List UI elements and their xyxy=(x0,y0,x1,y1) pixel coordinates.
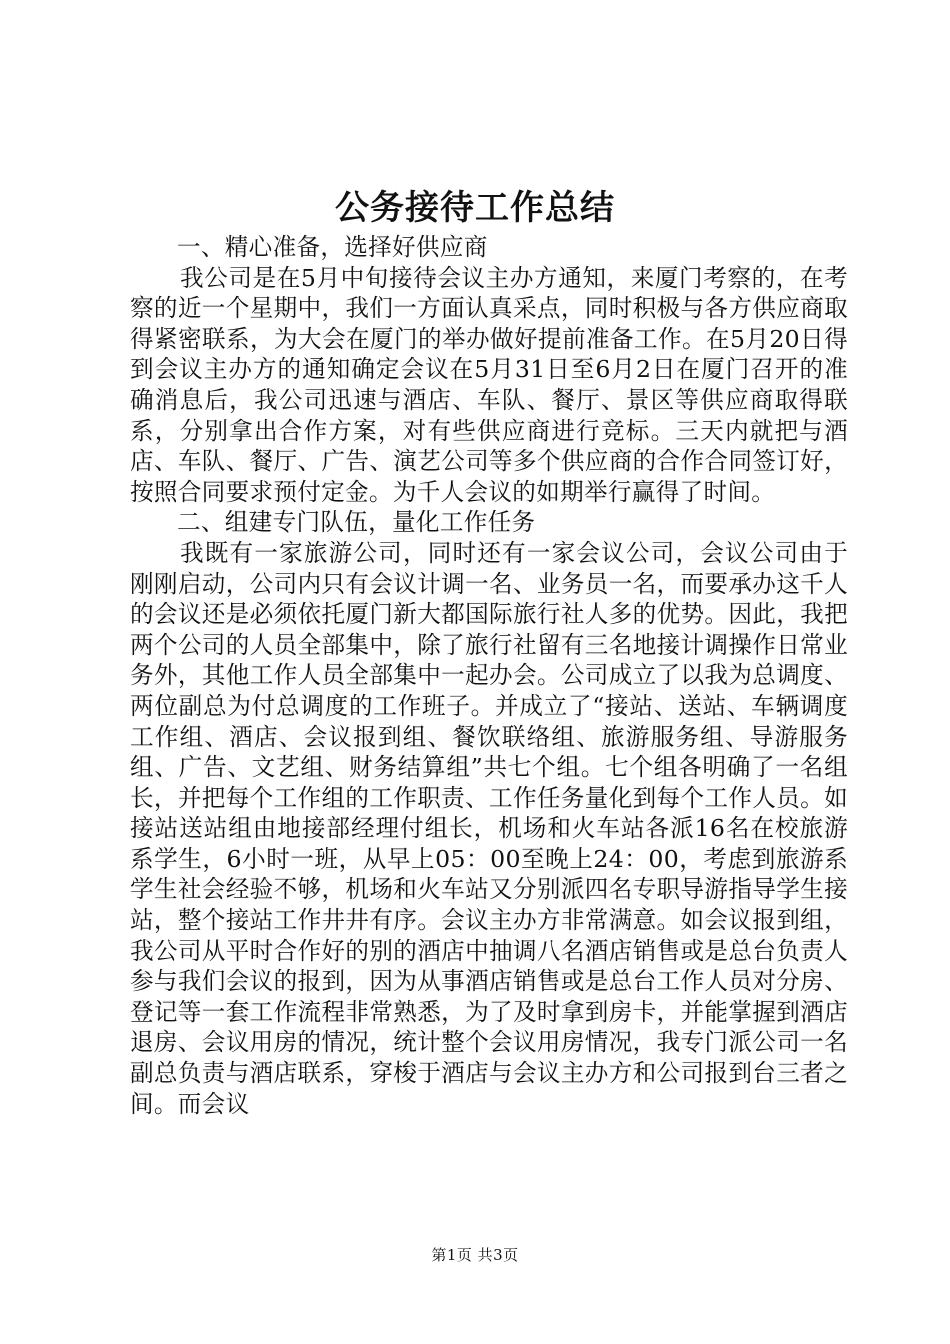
document-body xyxy=(130,232,848,1119)
section-heading-2: 二、组建专门队伍，量化工作任务 xyxy=(177,508,536,537)
section-paragraph-1: 我公司是在5月中旬接待会议主办方通知，来厦门考察的，在考察的近一个星期中，我们一方面认真采点，同时积极与各方供应商取得紧密联系，为大会在厦门的举办做好提前准备工作。在5月20日得到会议主办方的通知确定会议在5月31日至6月2日在厦门召开的准确消息后，我公司迅速与酒店、车队、餐厅、景区等供应商取得联系，分别拿出合作方案，对有些供应商进行竞标。三天内就把与酒店、车队、餐厅、广告、演艺公司等多个供应商的合作合同签订好，按照合同要求预付定金。为千人会议的如期举行赢得了时间。 xyxy=(130,263,848,506)
page-number-footer: 第1页 共3页 xyxy=(431,1246,519,1264)
section-heading-1: 一、精心准备，选择好供应商 xyxy=(177,233,488,261)
document-title: 公务接待工作总结 xyxy=(335,188,615,228)
section-paragraph-2: 我既有一家旅游公司，同时还有一家会议公司，会议公司由于刚刚启动，公司内只有会议计调一名、业务员一名，而要承办这千人的会议还是必须依托厦门新大都国际旅行社人多的优势。因此，我把两个公司的人员全部集中，除了旅行社留有三名地接计调操作日常业务外，其他工作人员全部集中一起办会。公司成立了以我为总调度、两位副总为付总调度的工作班子。并成立了“接站、送站、车辆调度工作组、酒店、会议报到组、餐饮联络组、旅游服务组、导游服务组、广告、文艺组、财务结算组”共七个组。七个组各明确了一名组长，并把每个工作组的工作职责、工作任务量化到每个工作人员。如接站送站组由地接部经理付组长，机场和火车站各派16名在校旅游系学生，6小时一班，从早上05：00至晚上24：00，考虑到旅游系学生社会经验不够，机场和火车站又分别派四名专职导游指导学生接站，整个接站工作井井有序。会议主办方非常满意。如会议报到组，我公司从平时合作好的别的酒店中抽调八名酒店销售或是总台负责人参与我们会议的报到，因为从事酒店销售或是总台工作人员对分房、登记等一套工作流程非常熟悉，为了及时拿到房卡，并能掌握到酒店退房、会议用房的情况，统计整个会议用房情况，我专门派公司一名副总负责与酒店联系，穿梭于酒店与会议主办方和公司报到台三者之间。而会议 xyxy=(130,538,848,1118)
